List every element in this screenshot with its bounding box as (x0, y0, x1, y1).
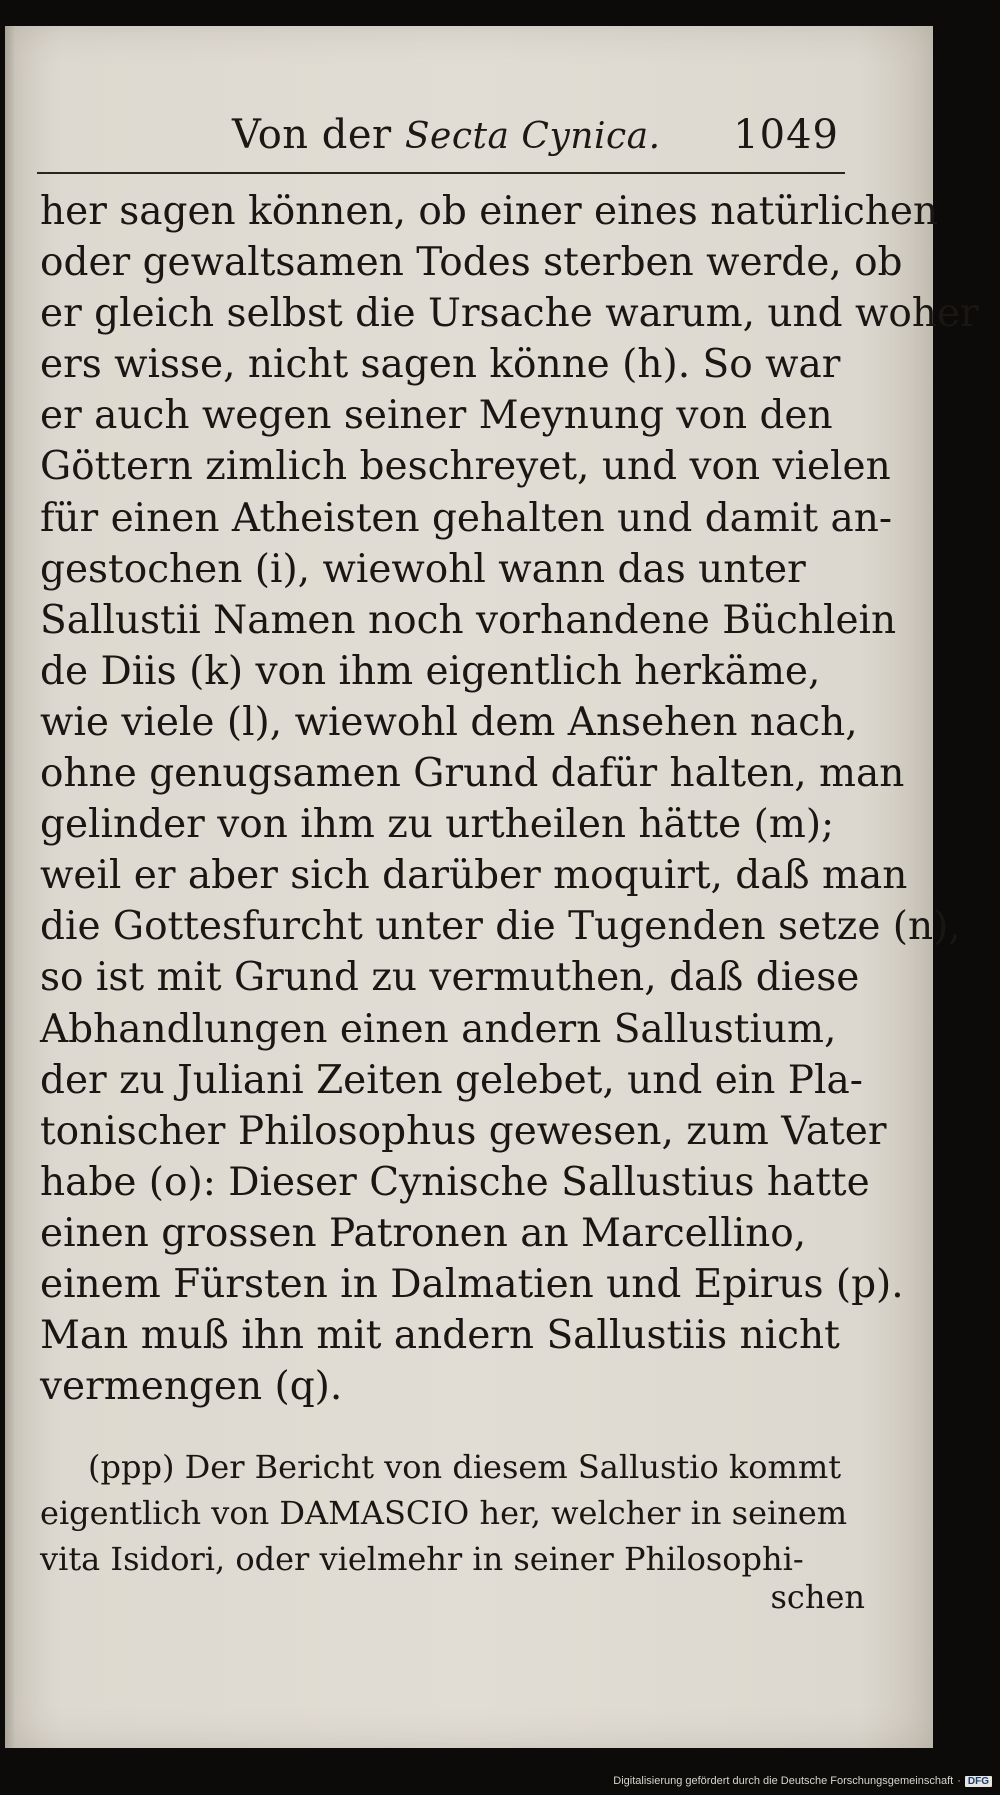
footnote (40, 1444, 870, 1582)
body-line: Göttern zimlich beschreyet, und von vielen (40, 444, 891, 490)
body-line: die Gottesfurcht unter die Tugenden setze (n), (40, 904, 961, 950)
book-page (5, 26, 979, 1748)
page-number: 1049 (733, 112, 839, 158)
body-line: vermengen (q). (40, 1364, 343, 1410)
body-line: her sagen können, ob einer eines natürlichen (40, 189, 939, 234)
footnote-line: vita Isidori, oder vielmehr in seiner Philosophi- (40, 1540, 804, 1578)
body-line: so ist mit Grund zu vermuthen, daß diese (40, 955, 860, 1001)
running-head-title-italic: Secta Cynica. (404, 116, 661, 157)
dfg-logo: DFG (965, 1776, 992, 1787)
body-line: einen grossen Patronen an Marcellino, (40, 1210, 807, 1256)
body-line: er auch wegen seiner Meynung von den (40, 393, 833, 439)
body-line: wie viele (l), wiewohl dem Ansehen nach, (40, 699, 858, 745)
body-line: für einen Atheisten gehalten und damit an- (40, 495, 893, 541)
body-line: er gleich selbst die Ursache warum, und woher (40, 291, 979, 337)
body-line: gelinder von ihm zu urtheilen hätte (m); (40, 802, 835, 848)
body-line: habe (o): Dieser Cynische Sallustius hatte (40, 1159, 870, 1205)
body-text (40, 186, 979, 1412)
body-line: der zu Juliani Zeiten gelebet, und ein Pla- (40, 1057, 863, 1103)
body-line: oder gewaltsamen Todes sterben werde, ob (40, 240, 903, 286)
credit-separator: · (957, 1775, 961, 1787)
footnote-line: eigentlich von DAMASCIO her, welcher in seinem (40, 1494, 848, 1532)
body-line: ers wisse, nicht sagen könne (h). So war (40, 342, 841, 388)
running-head (37, 92, 863, 164)
body-line: gestochen (i), wiewohl wann das unter (40, 546, 806, 592)
body-line: tonischer Philosophus gewesen, zum Vater (40, 1108, 887, 1154)
running-head-title-prefix: Von der (232, 112, 405, 158)
body-line: einem Fürsten in Dalmatien und Epirus (p). (40, 1261, 904, 1307)
body-line: Man muß ihn mit andern Sallustiis nicht (40, 1313, 840, 1359)
body-line: Sallustii Namen noch vorhandene Büchlein (40, 597, 897, 643)
body-line: ohne genugsamen Grund dafür halten, man (40, 751, 905, 797)
footnote-line: (ppp) Der Bericht von diesem Sallustio kommt (88, 1448, 842, 1486)
body-line: de Diis (k) von ihm eigentlich herkäme, (40, 648, 821, 694)
page-spine-edge (5, 26, 15, 1748)
header-rule (37, 172, 845, 174)
credit-text: Digitalisierung gefördert durch die Deutsche Forschungsgemeinschaft (613, 1775, 954, 1787)
digitization-credit (613, 1775, 992, 1787)
body-line: Abhandlungen einen andern Sallustium, (40, 1006, 837, 1052)
running-head-title (232, 112, 661, 158)
catchword: schen (770, 1578, 865, 1616)
body-line: weil er aber sich darüber moquirt, daß man (40, 853, 908, 899)
